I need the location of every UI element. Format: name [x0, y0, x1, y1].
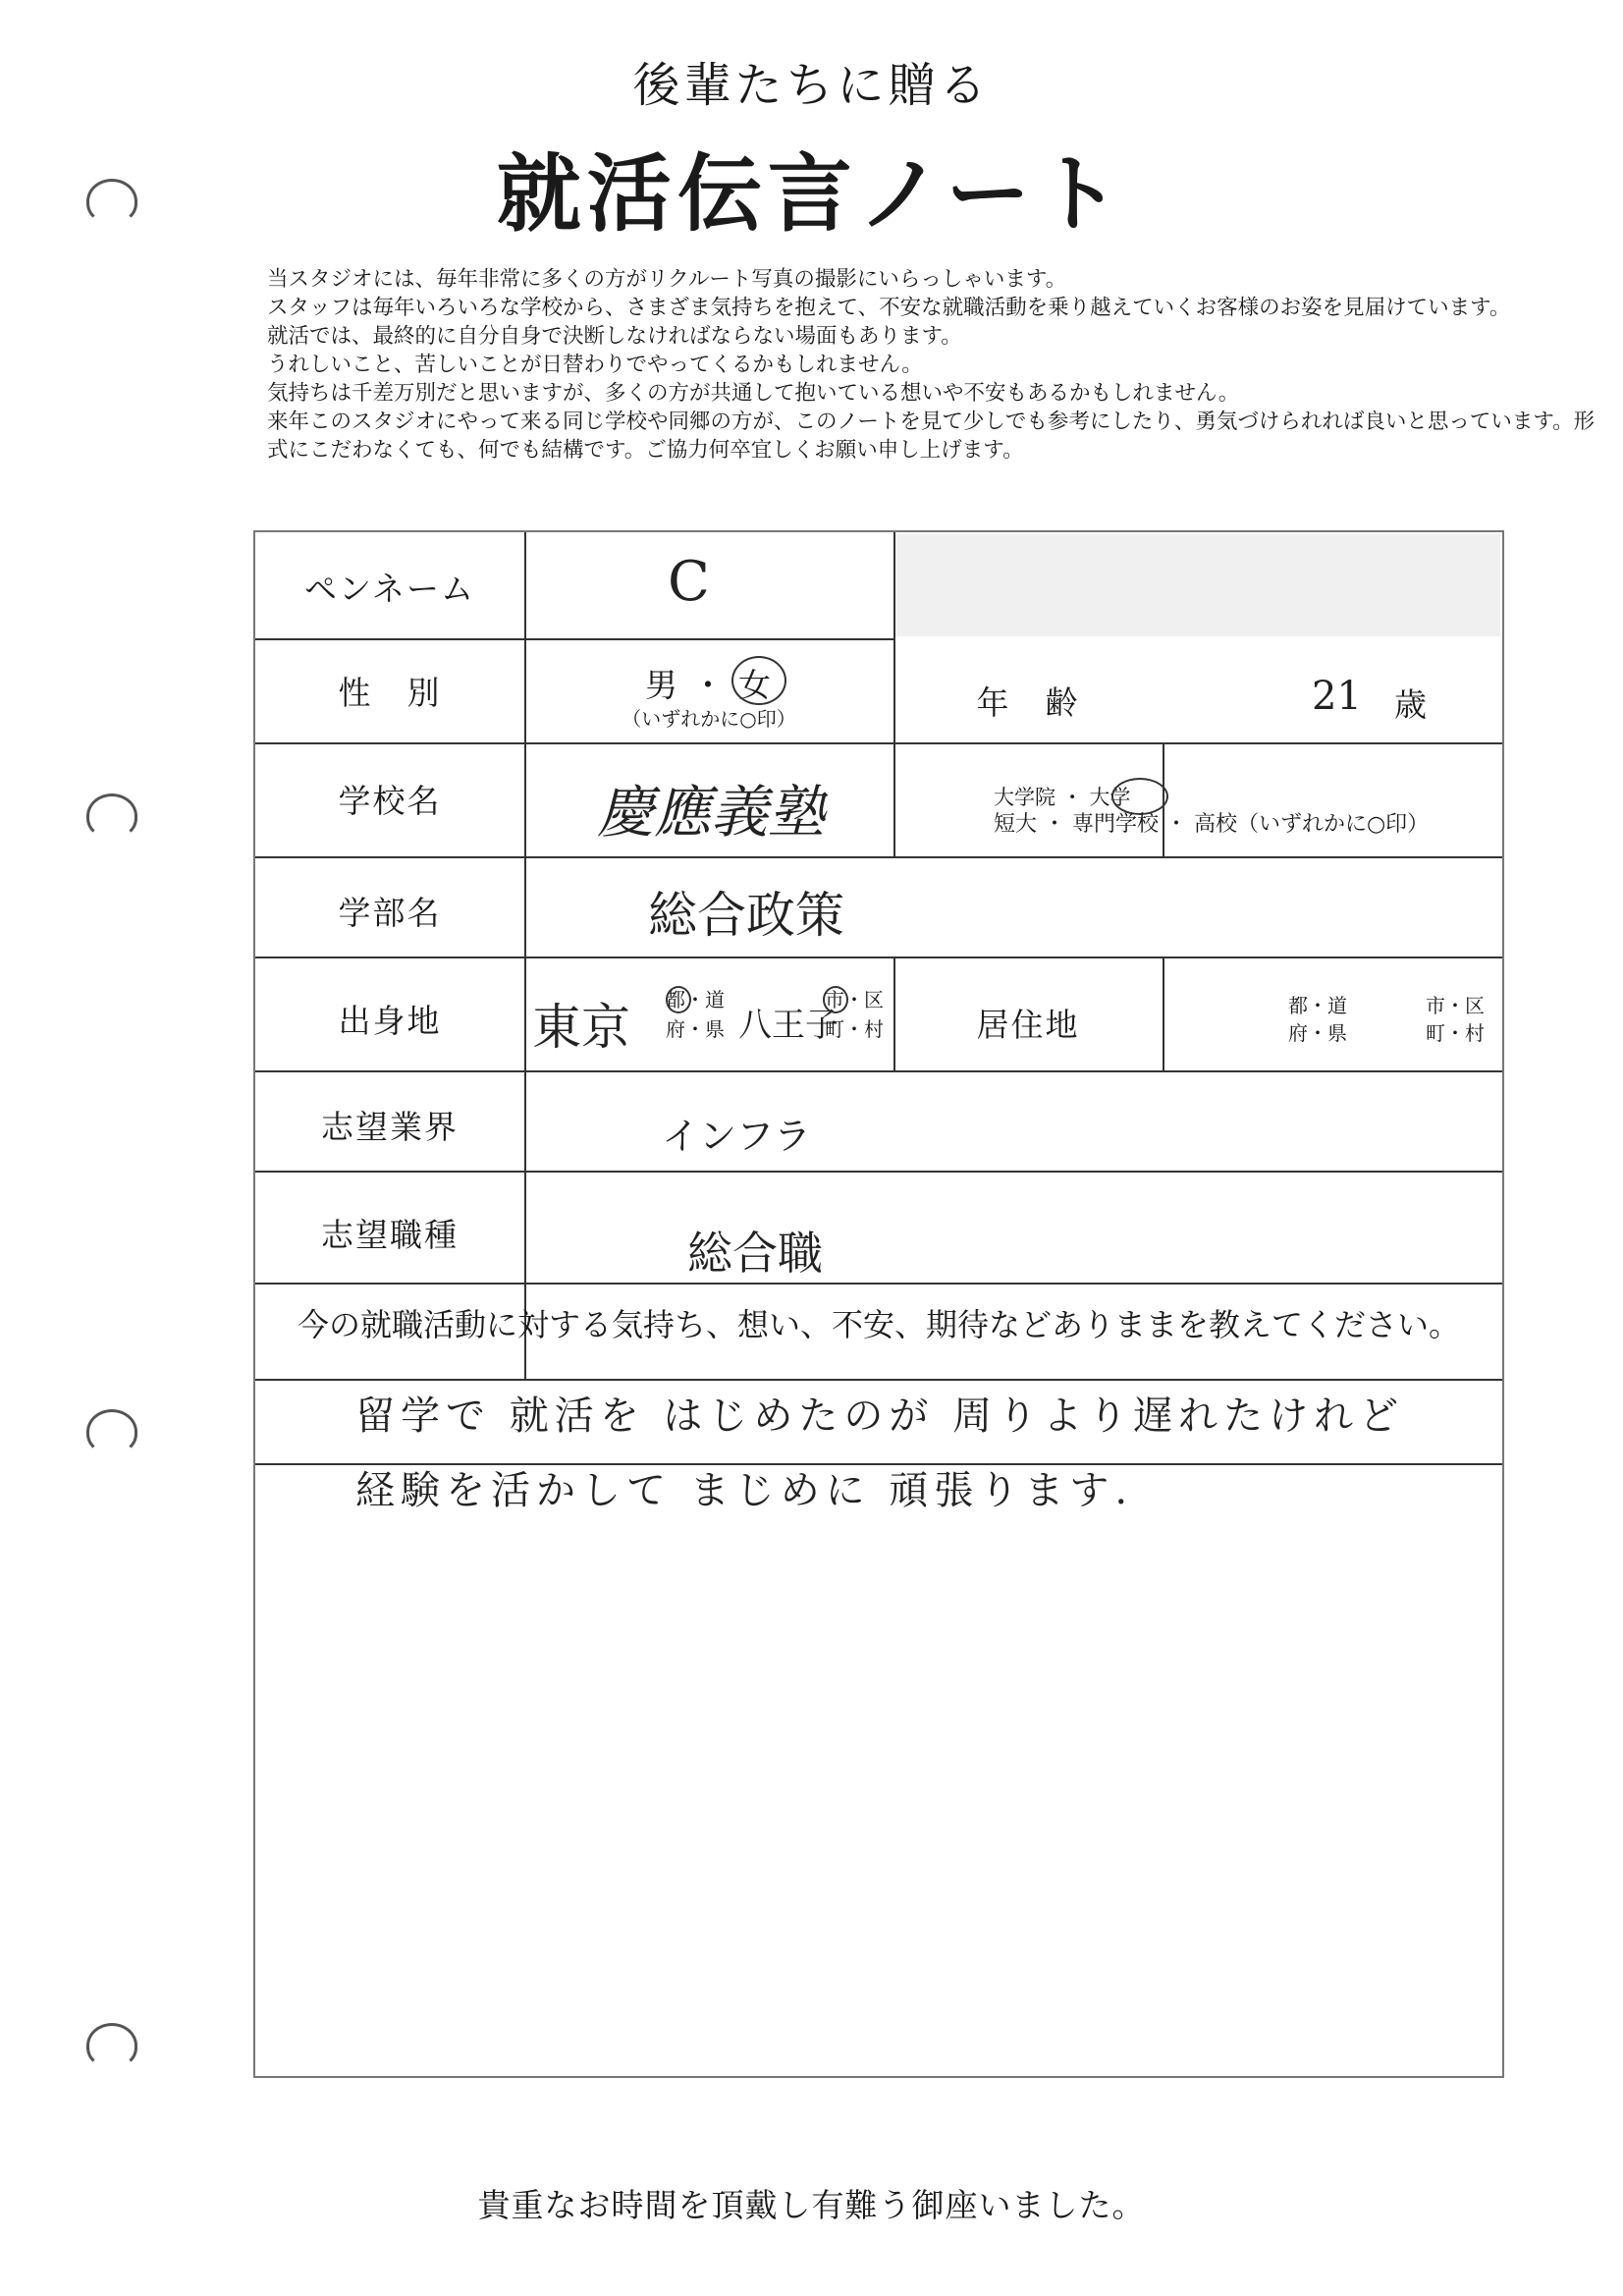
hometown-pref-suffix2: 府・県 — [666, 1017, 725, 1041]
hometown-pref-suffix1: 都・道 — [666, 988, 725, 1011]
hometown-label: 出身地 — [338, 1002, 442, 1040]
footer-thanks: 貴重なお時間を頂戴し有難う御座いました。 — [477, 2186, 1146, 2224]
intro-line: スタッフは毎年いろいろな学校から、さまざま気持ちを抱えて、不安な就職活動を乗り越えていくお客様のお姿を見届けています。 — [267, 296, 1511, 320]
hometown-city-suffix2: 町・村 — [825, 1017, 884, 1041]
age-unit: 歳 — [1394, 685, 1429, 724]
city-circle-mark — [823, 986, 848, 1013]
hometown-city: 八王子 — [738, 1006, 839, 1045]
age-label: 年 齢 — [976, 683, 1080, 722]
intro-text — [267, 265, 1602, 465]
intro-line: 就活では、最終的に自分自身で決断しなければならない場面もあります。 — [267, 324, 962, 349]
faculty-value: 総合政策 — [648, 887, 844, 944]
hometown-city-suffix1: 市・区 — [825, 988, 884, 1011]
residence-label: 居住地 — [976, 1006, 1080, 1044]
answer-line: 留学で 就活を はじめたのが 周りより遅れたけれど — [355, 1394, 1405, 1439]
pref-circle-mark — [666, 986, 691, 1013]
school-type-line2: 短大 ・ 専門学校 ・ 高校（いずれかに○印） — [994, 812, 1430, 837]
residence-pref-suffix2: 府・県 — [1288, 1021, 1347, 1045]
punch-hole-2 — [86, 793, 137, 839]
school-type-line1: 大学院 ・ 大学 — [994, 786, 1131, 809]
punch-hole-3 — [86, 1409, 137, 1454]
answer-line: 経験を活かして まじめに 頑張ります. — [355, 1468, 1134, 1513]
form-table — [253, 530, 1504, 2078]
school-label: 学校名 — [338, 782, 442, 820]
punch-hole-4 — [86, 2023, 137, 2068]
residence-pref-suffix1: 都・道 — [1288, 994, 1347, 1017]
age-value: 21 — [1312, 674, 1362, 719]
gender-circle-mark — [731, 656, 786, 705]
faculty-label: 学部名 — [338, 894, 442, 932]
redacted-area — [895, 534, 1500, 636]
intro-line: 気持ちは千差万別だと思いますが、多くの方が共通して抱いている想いや不安もあるかもしれません。 — [267, 381, 1240, 406]
page-subtitle: 後輩たちに贈る — [632, 58, 991, 113]
job-type-label: 志望職種 — [321, 1216, 459, 1254]
industry-label: 志望業界 — [321, 1108, 459, 1146]
school-circle-mark — [1111, 778, 1168, 815]
intro-line: 来年このスタジオにやって来る同じ学校や同郷の方が、このノートを見て少しでも参考にしたり、勇気づけられれば良いと思っています。形式にこだわなくても、何でも結構です。ご協力何卒宜しくお願い申し上げます。 — [267, 410, 1596, 463]
page-title: 就活伝言ノート — [496, 145, 1127, 244]
residence-city-suffix2: 町・村 — [1426, 1021, 1485, 1045]
school-value: 慶應義塾 — [597, 779, 826, 846]
gender-options: 男 ・ 女 — [645, 666, 773, 704]
intro-line: うれしいこと、苦しいことが日替わりでやってくるかもしれません。 — [267, 353, 923, 377]
hometown-pref: 東京 — [532, 999, 630, 1056]
intro-line: 当スタジオには、毎年非常に多くの方がリクルート写真の撮影にいらっしゃいます。 — [267, 267, 1067, 292]
pen-name-value: C — [668, 550, 710, 614]
question-prompt: 今の就職活動に対する気持ち、想い、不安、期待などありままを教えてください。 — [297, 1306, 1460, 1343]
gender-label: 性 別 — [338, 674, 442, 712]
pen-name-label: ペンネーム — [303, 570, 475, 608]
job-type-value: 総合職 — [687, 1227, 823, 1280]
gender-note: （いずれかに○印） — [622, 707, 796, 731]
industry-value: インフラ — [662, 1115, 812, 1158]
residence-city-suffix1: 市・区 — [1426, 994, 1485, 1017]
